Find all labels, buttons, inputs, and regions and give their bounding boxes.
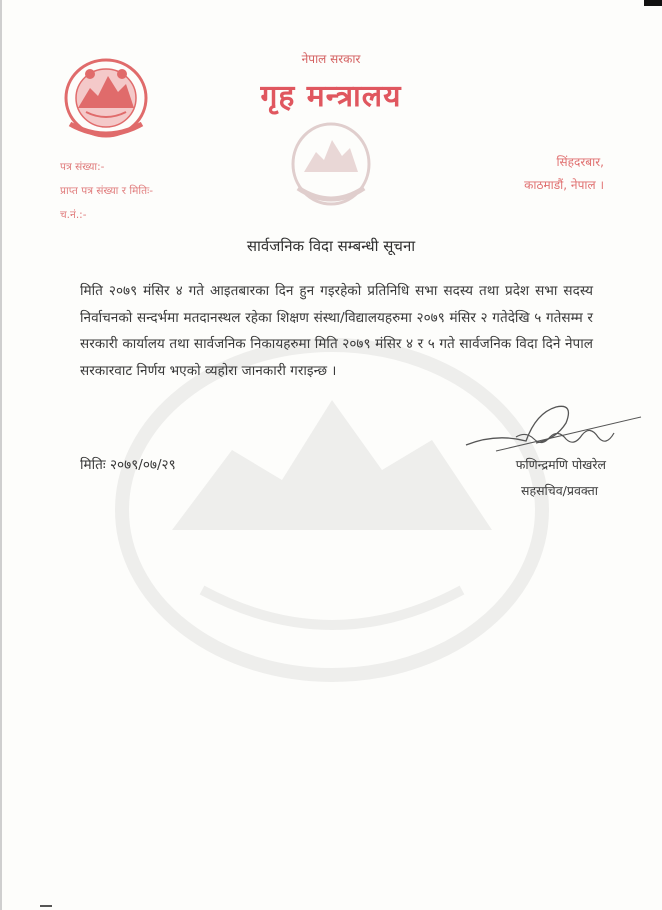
notice-body: मिति २०७९ मंसिर ४ गते आइतबारका दिन हुन गइरहेको प्रतिनिधि सभा सदस्य तथा प्रदेश सभा सदस्य निर्वाचनको सन्दर्भमा मतदानस्थल रहेका शिक्षण संस्था/विद्यालयहरुमा २०७९ मंसिर २ गतेदेखि ५ गतेसम्म र सरकारी कार्यालय तथा सार्वजनिक निकायहरुमा मिति २०७९ मंसिर ४ र ५ गते सार्वजनिक विदा दिने नेपाल सरकारवाट निर्णय भएको व्यहोरा जानकारी गराइन्छ । (80, 283, 593, 379)
footer-scan-mark (40, 905, 52, 907)
signer-designation: सहसचिव/प्रवक्ता (521, 483, 598, 498)
notice-subject: सार्वजनिक विदा सम्बन्धी सूचना (246, 237, 416, 255)
government-name: नेपाल सरकार (301, 52, 361, 66)
address-line-2: काठमाडौं, नेपाल । (524, 178, 604, 192)
page-edge (0, 0, 2, 910)
signer-name: फणिन्द्रमणि पोखरेल (515, 457, 606, 472)
address-line-1: सिंहदरबार, (556, 155, 604, 169)
dispatch-number-label: च.नं.:- (60, 209, 87, 221)
notice-date: मितिः २०७९/०७/२९ (80, 457, 176, 473)
received-letter-label: प्राप्त पत्र संख्या र मितिः- (60, 185, 153, 197)
watermark-emblem-icon (286, 118, 376, 210)
background-seal-watermark (112, 330, 552, 690)
letter-number-label: पत्र संख्या:- (60, 161, 105, 173)
corner-scan-mark (644, 0, 662, 6)
handwritten-signature (456, 393, 646, 463)
ministry-title: गृह मन्त्रालय (260, 79, 402, 114)
